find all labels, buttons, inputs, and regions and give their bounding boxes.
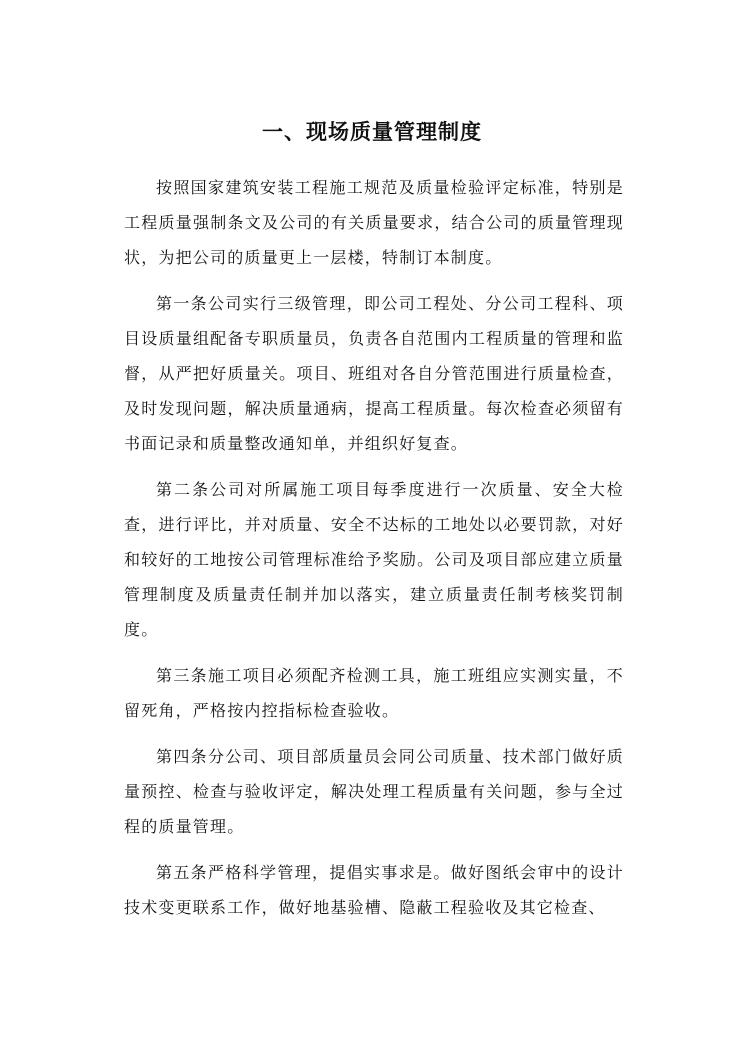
paragraph-article-1: 第一条公司实行三级管理，即公司工程处、分公司工程科、项目设质量组配备专职质量员，负责各自范围内工程质量的管理和监督，从严把好质量关。项目、班组对各自分管范围进行质量检查，及时发现问题，解决质量通病，提高工程质量。每次检查必须留有书面记录和质量整改通知单，并组织好复查。 <box>124 294 624 453</box>
paragraph-article-2: 第二条公司对所属施工项目每季度进行一次质量、安全大检查，进行评比，并对质量、安全不达标的工地处以必要罚款，对好和较好的工地按公司管理标准给予奖励。公司及项目部应建立质量管理制度及质量责任制并加以落实，建立质量责任制考核奖罚制度。 <box>124 480 624 639</box>
paragraph-article-4: 第四条分公司、项目部质量员会同公司质量、技术部门做好质量预控、检查与验收评定，解决处理工程质量有关问题，参与全过程的质量管理。 <box>124 747 624 836</box>
document-body <box>124 170 624 936</box>
paragraph-article-3: 第三条施工项目必须配齐检测工具，施工班组应实测实量，不留死角，严格按内控指标检查验收。 <box>124 666 624 720</box>
document-title: 一、现场质量管理制度 <box>262 120 482 144</box>
paragraph-intro: 按照国家建筑安装工程施工规范及质量检验评定标准，特别是工程质量强制条文及公司的有关质量要求，结合公司的质量管理现状，为把公司的质量更上一层楼，特制订本制度。 <box>124 178 624 267</box>
paragraph-article-5: 第五条严格科学管理，提倡实事求是。做好图纸会审中的设计技术变更联系工作，做好地基验槽、隐蔽工程验收及其它检查、 <box>124 863 624 917</box>
